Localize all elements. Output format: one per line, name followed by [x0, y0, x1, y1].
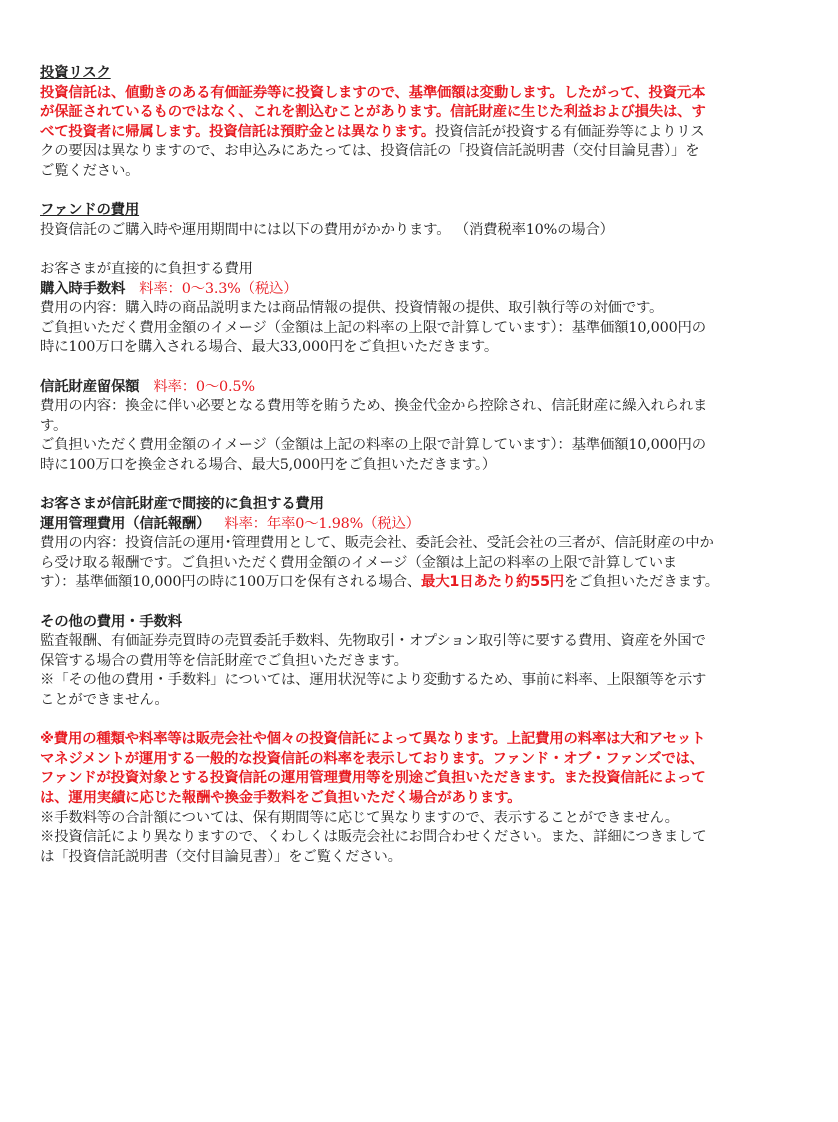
management-fee-line: 費用の内容：投資信託の運用･管理費用として、販売会社、委託会社、受託会社の三者が、信託財産の中か: [40, 535, 714, 552]
risk-line: クの要因は異なりますので、お申込みにあたっては、投資信託の「投資信託説明書（交付目論見書）」を: [40, 143, 700, 160]
reserve-fee-rate: 料率：0〜0.5%: [153, 378, 255, 395]
risk-line: 投資信託は、値動きのある有価証券等に投資しますので、基準価額は変動します。したがって、投資元本: [40, 84, 706, 101]
reserve-fee-line: 費用の内容：換金に伴い必要となる費用等を賄うため、換金代金から控除され、信託財産に繰入れられま: [40, 398, 708, 415]
risk-line: ご覧ください。: [40, 162, 140, 179]
management-fee-line: ら受け取る報酬です。ご負担いただく費用金額のイメージ（金額は上記の料率の上限で計算していま: [40, 554, 677, 571]
management-fee-name: 運用管理費用（信託報酬）: [40, 515, 211, 532]
notes-red-line: ※費用の種類や料率等は販売会社や個々の投資信託によって異なります。上記費用の料率は大和アセット: [40, 731, 706, 748]
notes-line: は「投資信託説明書（交付目論見書）」をご覧ください。: [40, 848, 402, 865]
reserve-fee-line: ご負担いただく費用金額のイメージ（金額は上記の料率の上限で計算しています）：基準価額10,000円の: [40, 437, 706, 454]
reserve-fee-header: [40, 378, 810, 398]
purchase-fee-name: 購入時手数料: [40, 280, 126, 297]
notes-red-line: ファンドが投資対象とする投資信託の運用管理費用等を別途ご負担いただきます。また投資信託によって: [40, 770, 706, 787]
notes-red-line: マネジメントが運用する一般的な投資信託の料率を表示しております。ファンド・オブ・ファンズでは、: [40, 750, 704, 767]
other-fees-line: 監査報酬、有価証券売買時の売買委託手数料、先物取引・オプション取引等に要する費用、資産を外国で: [40, 633, 706, 650]
purchase-fee-line: 費用の内容：購入時の商品説明または商品情報の提供、投資情報の提供、取引執行等の対価です。: [40, 300, 664, 317]
indirect-fees-title: お客さまが信託財産で間接的に負担する費用: [40, 496, 324, 513]
risk-heading: 投資リスク: [40, 65, 111, 81]
direct-fees-title: お客さまが直接的に負担する費用: [40, 260, 253, 277]
other-fees-line: 保管する場合の費用等を信託財産でご負担いただきます。: [40, 652, 408, 669]
fees-intro: 投資信託のご購入時や運用期間中には以下の費用がかかります。 （消費税率10%の場合）: [40, 221, 614, 238]
notes-line: ※投資信託により異なりますので、くわしくは販売会社にお問合わせください。また、詳細につきまして: [40, 829, 707, 846]
notes-red-line: は、運用実績に応じた報酬や換金手数料をご負担いただく場合があります。: [40, 789, 522, 806]
reserve-fee-name: 信託財産留保額: [40, 378, 140, 395]
reserve-fee-line: す。: [40, 417, 68, 434]
reserve-fee-line: 時に100万口を換金される場合、最大5,000円をご負担いただきます。）: [40, 456, 497, 473]
risk-line: が保証されているものではなく、これを割込むことがあります。信託財産に生じた利益および損失は、す: [40, 104, 706, 121]
purchase-fee-line: 時に100万口を購入される場合、最大33,000円をご負担いただきます。: [40, 339, 499, 356]
daily-max-highlight: 最大1日あたり約55円: [421, 574, 564, 591]
purchase-fee-line: ご負担いただく費用金額のイメージ（金額は上記の料率の上限で計算しています）：基準価額10,000円の: [40, 319, 706, 336]
management-fee-line: す）：基準価額10,000円の時に100万口を保有される場合、最大1日あたり約55円をご負担いただきます。: [40, 574, 719, 591]
management-fee-header: [40, 515, 810, 535]
fees-heading: ファンドの費用: [40, 202, 140, 219]
management-fee-rate: 料率：年率0〜1.98%（税込）: [224, 515, 420, 532]
notes-line: ※手数料等の合計額については、保有期間等に応じて異なりますので、表示することができません。: [40, 809, 679, 826]
purchase-fee-header: [40, 280, 810, 300]
disclosure-document: [40, 64, 810, 867]
other-fees-title: その他の費用・手数料: [40, 613, 182, 630]
risk-line: べて投資者に帰属します。投資信託は預貯金とは異なります。投資信託が投資する有価証券等によりリス: [40, 123, 705, 140]
other-fees-line: ※「その他の費用・手数料」については、運用状況等により変動するため、事前に料率、上限額等を示す: [40, 672, 707, 689]
purchase-fee-rate: 料率：0〜3.3%（税込）: [139, 280, 298, 297]
other-fees-line: ことができません。: [40, 692, 169, 708]
